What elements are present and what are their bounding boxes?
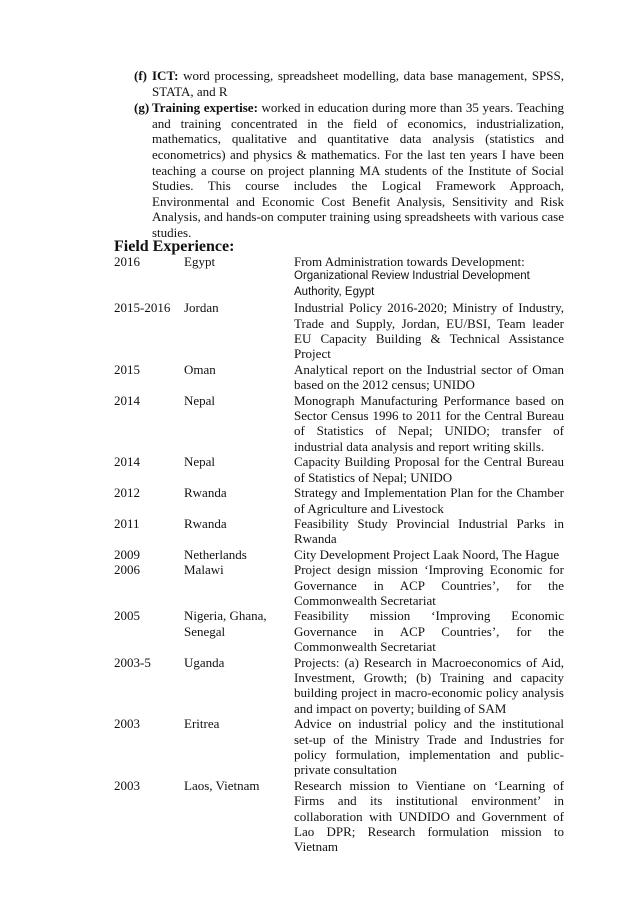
experience-country: Nigeria, Ghana, Senegal — [184, 608, 267, 639]
experience-country: Rwanda — [184, 515, 227, 531]
experience-description: Projects: (a) Research in Macroeconomics of Aid, Investment, Growth; (b) Training and capacity building project in macro-economic policy analysis and impact on poverty; building of SAM — [294, 654, 564, 716]
experience-row — [114, 254, 564, 300]
experience-title: From Administration towards Development: — [294, 254, 525, 269]
experience-country: Eritrea — [184, 716, 220, 732]
experience-description: Feasibility mission ‘Improving Economic Governance in ACP Countries’, for the Commonwealth Secretariat — [294, 608, 564, 655]
experience-row — [114, 362, 564, 393]
skill-text: worked in education during more than 35 years. Teaching and training concentrated in the field of economics, industrialization, mathematics, qualitative and quantitative data analysis (statistics and econometrics) and physics & mathematics. For the last ten years I have been teaching a course on project planning MA students of the Institute of Social Studies. This course includes the Logical Framework Approach, Environmental and Economic Cost Benefit Analysis, Sensitivity and Risk Analysis, and hands-on computer training using spreadsheets with various case studies. — [152, 100, 564, 240]
skill-item-ict — [134, 68, 564, 99]
experience-year: 2003-5 — [114, 654, 151, 670]
skill-body — [152, 68, 564, 99]
experience-country: Nepal — [184, 454, 216, 470]
experience-description: Advice on industrial policy and the institutional set-up of the Ministry Trade and Industries for policy formulation, implementation and public-private consultation — [294, 716, 564, 778]
experience-description: Feasibility Study Provincial Industrial Parks in Rwanda — [294, 515, 564, 547]
experience-row — [114, 655, 564, 717]
experience-description — [294, 254, 564, 300]
experience-description: Industrial Policy 2016-2020; Ministry of Industry, Trade and Supply, Jordan, EU/BSI, Team leader EU Capacity Building & Technical Assistance Project — [294, 300, 564, 362]
experience-row — [114, 608, 564, 654]
experience-year: 2014 — [114, 454, 140, 470]
experience-row — [114, 778, 564, 855]
experience-description: City Development Project Laak Noord, The Hague — [294, 546, 560, 562]
experience-row — [114, 716, 564, 778]
list-marker: (g) — [134, 100, 150, 116]
experience-year: 2016 — [114, 254, 140, 269]
field-experience-table — [114, 254, 564, 855]
experience-year: 2003 — [114, 777, 140, 793]
experience-country: Laos, Vietnam — [184, 777, 260, 793]
experience-subtitle: Organizational Review Industrial Development — [294, 270, 530, 283]
experience-description: Analytical report on the Industrial sector of Oman based on the 2012 census; UNIDO — [294, 361, 564, 393]
experience-row — [114, 547, 564, 562]
experience-year: 2006 — [114, 562, 140, 578]
experience-country: Uganda — [184, 654, 225, 670]
skill-item-training — [134, 100, 564, 240]
experience-description: Research mission to Vientiane on ‘Learning of Firms and its institutional environment’ in collaboration with UNDIDO and Government of Lao DPR; Research formulation mission to Vietnam — [294, 777, 564, 855]
experience-year: 2009 — [114, 546, 140, 562]
experience-row — [114, 300, 564, 362]
experience-row — [114, 516, 564, 547]
experience-description: Capacity Building Proposal for the Central Bureau of Statistics of Nepal; UNIDO — [294, 454, 564, 485]
experience-country: Oman — [184, 361, 216, 377]
experience-subtitle: Authority, Egypt — [294, 285, 375, 298]
experience-country: Jordan — [184, 300, 219, 316]
experience-country: Malawi — [184, 562, 224, 578]
skill-text: word processing, spreadsheet modelling, data base management, SPSS, STATA, and R — [152, 68, 564, 99]
experience-year: 2003 — [114, 716, 140, 732]
experience-country: Rwanda — [184, 485, 227, 501]
experience-year: 2015 — [114, 361, 140, 377]
skill-term: Training expertise: — [152, 100, 258, 116]
experience-year: 2011 — [114, 515, 140, 531]
skill-term: ICT: — [152, 68, 179, 83]
experience-year: 2005 — [114, 608, 140, 624]
experience-country: Netherlands — [184, 546, 247, 562]
experience-country: Egypt — [184, 254, 216, 269]
experience-row — [114, 454, 564, 485]
experience-description: Monograph Manufacturing Performance based on Sector Census 1996 to 2011 for the Central Bureau of Statistics of Nepal; UNIDO; transfer of industrial data analysis and report writing skills. — [294, 392, 564, 454]
experience-row — [114, 562, 564, 608]
skill-body — [152, 100, 564, 240]
experience-row — [114, 485, 564, 516]
experience-year: 2015-2016 — [114, 300, 171, 316]
experience-description: Strategy and Implementation Plan for the Chamber of Agriculture and Livestock — [294, 485, 564, 516]
experience-year: 2012 — [114, 485, 140, 501]
experience-country: Nepal — [184, 392, 216, 408]
list-marker: (f) — [134, 68, 147, 83]
experience-description: Project design mission ‘Improving Economic for Governance in ACP Countries’, for the Commonwealth Secretariat — [294, 562, 564, 608]
experience-row — [114, 393, 564, 455]
skills-list — [134, 68, 564, 242]
experience-year: 2014 — [114, 392, 140, 408]
field-experience-heading: Field Experience: — [114, 238, 235, 255]
